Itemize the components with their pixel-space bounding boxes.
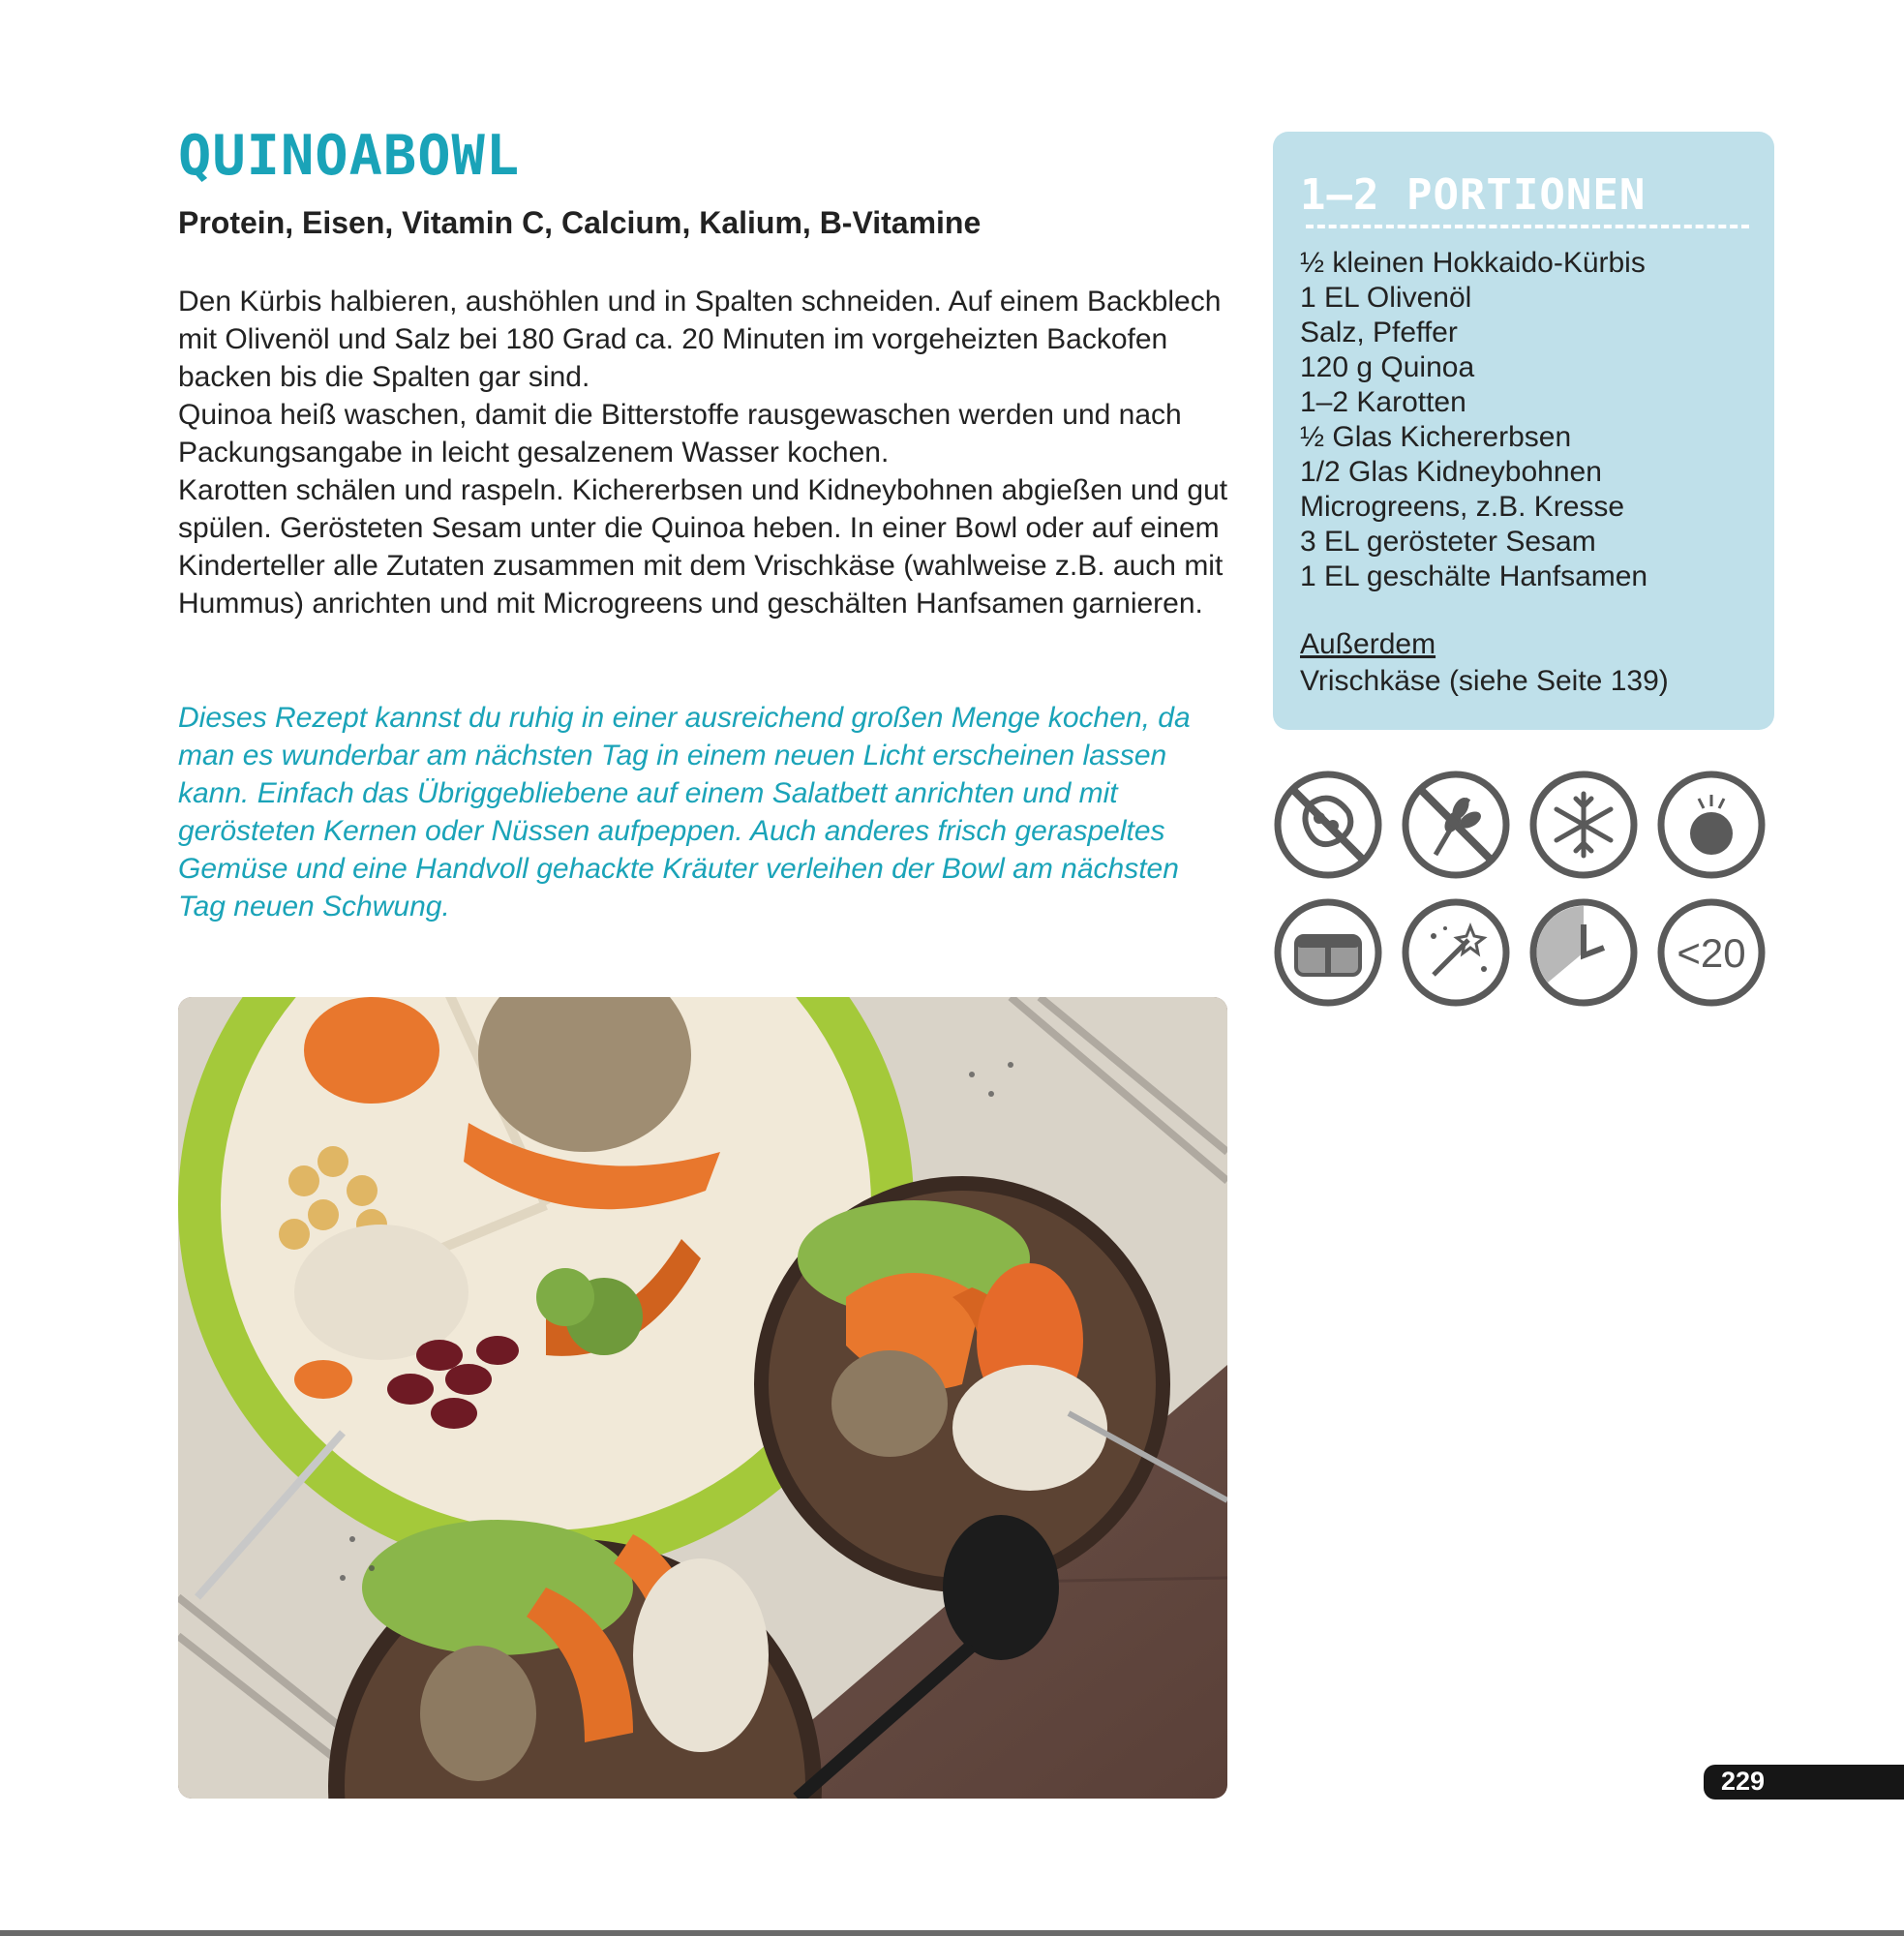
extras-item: Vrischkäse (siehe Seite 139)	[1300, 665, 1669, 697]
ingredient-item: Microgreens, z.B. Kresse	[1300, 491, 1625, 523]
page-number-tab	[1704, 1765, 1904, 1800]
under-20-label: <20	[1677, 930, 1746, 976]
ingredient-item: 1 EL geschälte Hanfsamen	[1300, 560, 1648, 592]
clock-icon	[1528, 897, 1639, 1008]
ingredient-item: Salz, Pfeffer	[1300, 317, 1458, 348]
instruction-paragraph: Den Kürbis halbieren, aushöhlen und in Spalten schneiden. Auf einem Backblech mit Olivenöl und Salz bei 180 Grad ca. 20 Minuten im vorgeheizten Backofen backen bis die Spalten gar sind.	[178, 286, 1222, 393]
extras-label: Außerdem	[1300, 628, 1436, 660]
bottom-rule	[0, 1930, 1904, 1936]
ingredient-item: 1–2 Karotten	[1300, 386, 1466, 418]
instructions	[178, 283, 1233, 622]
diet-icon-grid	[1273, 770, 1776, 1007]
no-legumes-icon	[1273, 770, 1383, 880]
freezer-icon	[1528, 770, 1639, 880]
ingredient-item: 3 EL gerösteter Sesam	[1300, 526, 1596, 558]
recipe-photo	[178, 997, 1227, 1799]
under-20-icon	[1656, 897, 1767, 1008]
nutrients-line: Protein, Eisen, Vitamin C, Calcium, Kalium, B-Vitamine	[178, 205, 982, 240]
page-number: 229	[1721, 1767, 1766, 1796]
lunchbox-icon	[1273, 897, 1383, 1008]
ingredient-item: 1 EL Olivenöl	[1300, 282, 1472, 314]
recipe-title: QUINOABOWL	[178, 124, 521, 188]
portions-box	[1273, 132, 1774, 730]
portions-title: 1–2 PORTIONEN	[1300, 170, 1647, 220]
magic-wand-icon	[1401, 897, 1511, 1008]
tip-text	[178, 699, 1233, 925]
no-grain-icon	[1401, 770, 1511, 880]
tip-paragraph: Dieses Rezept kannst du ruhig in einer ausreichend großen Menge kochen, da man es wunderbar am nächsten Tag in einem neuen Licht erscheinen lassen kann. Einfach das Übriggebliebene auf einem Salatbett anrichten und mit gerösteten Kernen oder Nüssen aufpeppen. Auch anderes frisch geraspeltes Gemüse und eine Handvoll gehackte Kräuter verleihen der Bowl am nächsten Tag neuen Schwung.	[178, 702, 1191, 923]
round-fruit-icon	[1656, 770, 1767, 880]
ingredient-item: 120 g Quinoa	[1300, 351, 1475, 383]
dashed-divider	[1306, 225, 1749, 228]
instruction-paragraph: Quinoa heiß waschen, damit die Bitterstoffe rausgewaschen werden und nach Packungsangabe in leicht gesalzenem Wasser kochen.	[178, 399, 1182, 469]
ingredient-list	[1300, 246, 1647, 594]
ingredient-item: ½ kleinen Hokkaido-Kürbis	[1300, 247, 1646, 279]
instruction-paragraph: Karotten schälen und raspeln. Kichererbsen und Kidneybohnen abgießen und gut spülen. Gerösteten Sesam unter die Quinoa heben. In einer Bowl oder auf einem Kinderteller alle Zutaten zusammen mit dem Vrischkäse (wahlweise z.B. auch mit Hummus) anrichten und mit Microgreens und geschälten Hanfsamen garnieren.	[178, 474, 1228, 620]
ingredient-item: 1/2 Glas Kidneybohnen	[1300, 456, 1602, 488]
ingredient-item: ½ Glas Kichererbsen	[1300, 421, 1572, 453]
